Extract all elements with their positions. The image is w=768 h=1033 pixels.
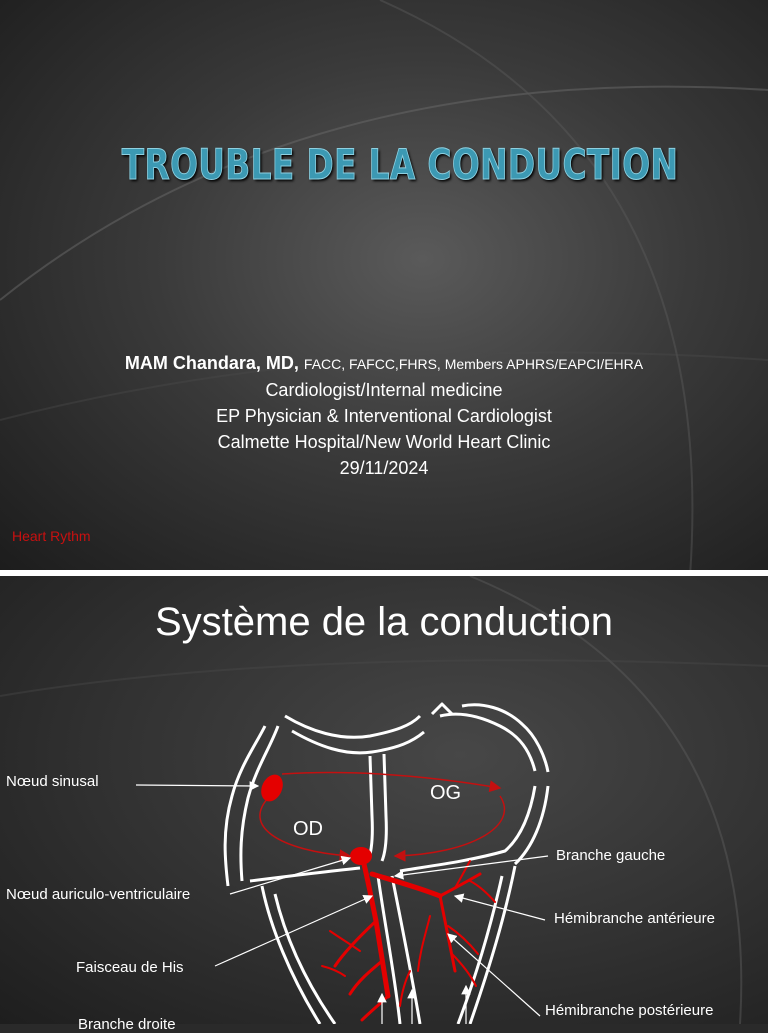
slide-title: Système de la conduction xyxy=(154,600,614,644)
left-atrium-label: OG xyxy=(430,782,462,804)
right-atrium-label: OD xyxy=(293,818,323,840)
author-affiliation: Calmette Hospital/New World Heart Clinic xyxy=(217,432,551,452)
author-block xyxy=(0,350,768,481)
footer-tag: Heart Rythm xyxy=(12,528,91,544)
left-bundle-label: Branche gauche xyxy=(556,847,666,864)
internodal-tracts xyxy=(260,772,505,856)
sinus-node-label: Nœud sinusal xyxy=(6,773,99,790)
av-node-label: Nœud auriculo-ventriculaire xyxy=(6,886,191,903)
author-credentials: FACC, FAFCC,FHRS, Members APHRS/EAPCI/EHRA xyxy=(303,356,644,372)
pointer-lines xyxy=(136,785,548,1024)
anterior-fascicle-label: Hémibranche antérieure xyxy=(554,910,715,927)
author-role: EP Physician & Interventional Cardiologist xyxy=(216,406,552,426)
his-bundle-label: Faisceau de His xyxy=(76,959,184,976)
presentation-date: 29/11/2024 xyxy=(339,458,429,478)
right-bundle-label: Branche droite xyxy=(78,1016,176,1033)
author-line xyxy=(0,350,768,377)
av-node xyxy=(350,847,372,865)
presentation-title: TROUBLE DE LA CONDUCTION xyxy=(121,140,679,189)
author-specialty: Cardiologist/Internal medicine xyxy=(265,380,503,400)
sinus-node xyxy=(257,771,287,805)
author-name: MAM Chandara, MD, xyxy=(124,353,299,373)
heart-conduction-diagram xyxy=(0,576,768,1024)
posterior-fascicle-label: Hémibranche postérieure xyxy=(545,1002,714,1019)
